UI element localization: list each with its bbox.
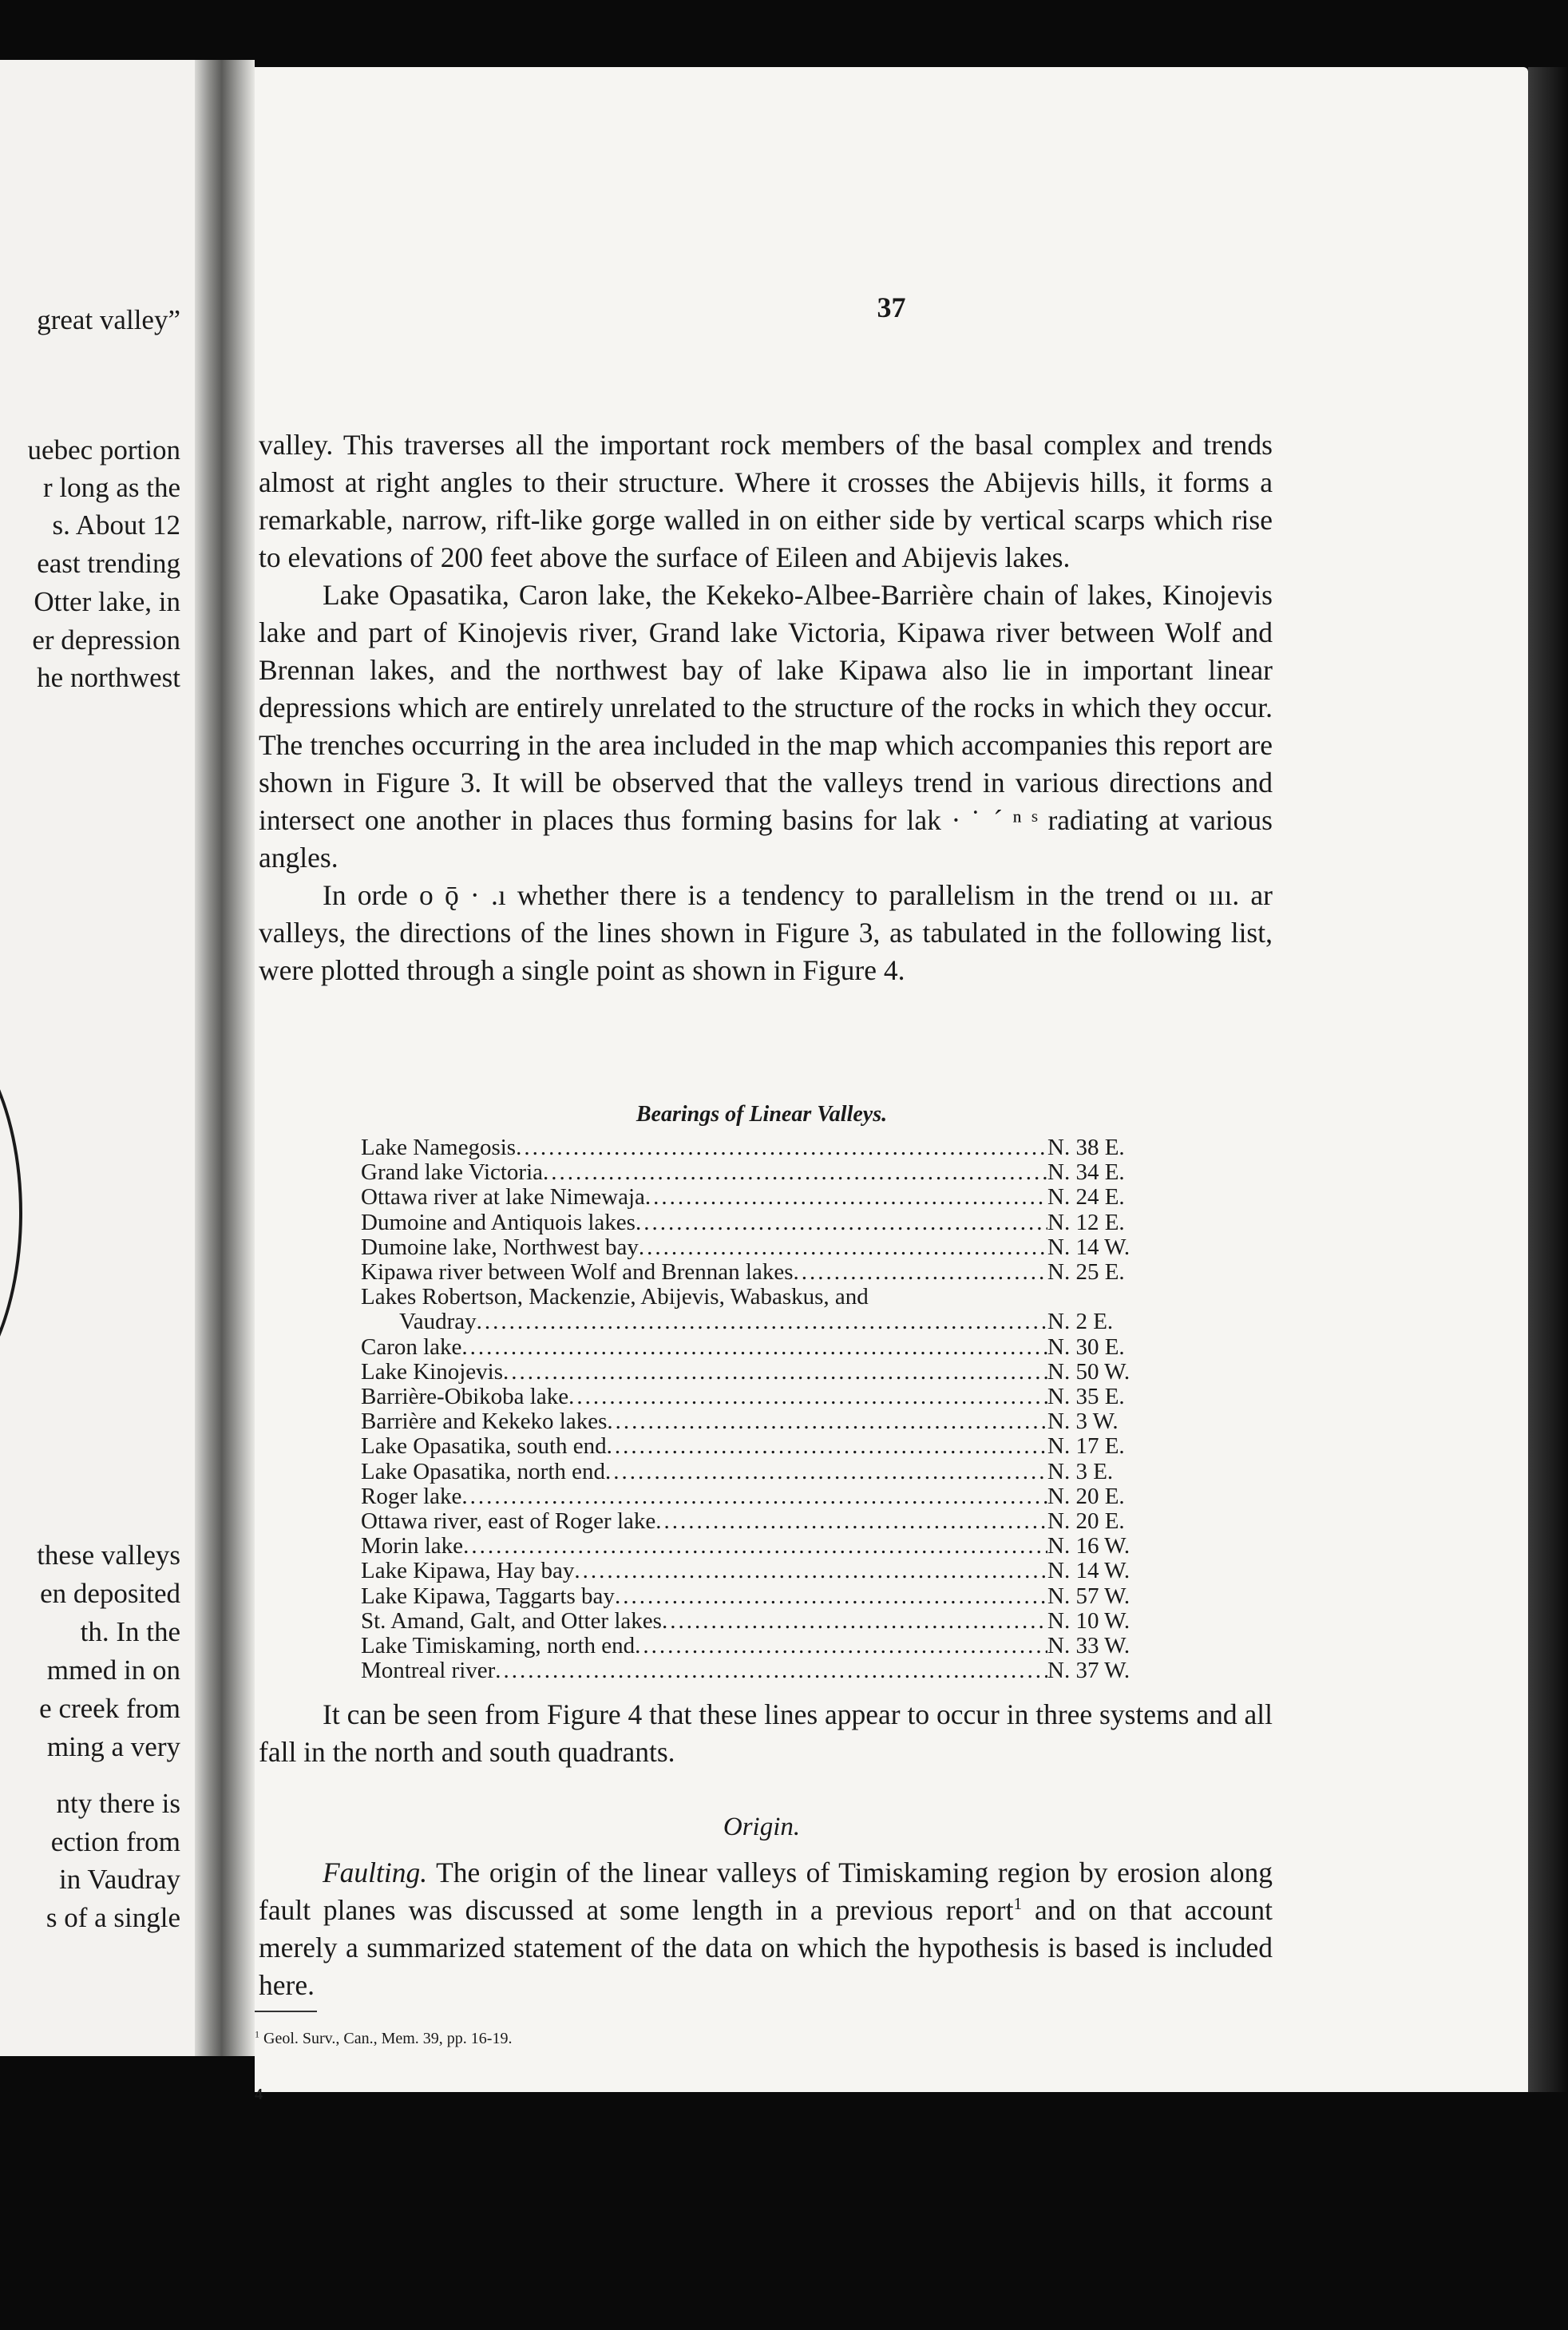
left-page-line: nty there is <box>56 1788 180 1819</box>
leader-dots <box>477 1310 1047 1334</box>
bearing-location: St. Amand, Galt, and Otter lakes <box>361 1607 662 1634</box>
bearing-location: Lakes Robertson, Mackenzie, Abijevis, Wabaskus, and <box>361 1284 869 1310</box>
bearing-location: Lake Opasatika, south end <box>361 1433 607 1460</box>
bearing-value: N. 20 E. <box>1047 1508 1125 1535</box>
left-page-line: e creek from <box>39 1693 180 1724</box>
body-text-top <box>259 426 1273 989</box>
leader-dots <box>639 1235 1047 1260</box>
footnote <box>255 2030 512 2048</box>
bearing-row <box>361 1434 1159 1459</box>
paragraph-linear-depressions: Lake Opasatika, Caron lake, the Kekeko-Albee-Barrière chain of lakes, Kinojevis lake and part of Kinojevis river, Grand lake Victoria, Kipawa river between Wolf and Brennan lakes, and the northwest bay of lake Kipawa also lie in important linear depressions which are entirely unrelated to the structure of the rocks in which they occur. The trenches occurring in the area included in the map which accompanies this report are shown in Figure 3. It will be observed that the valleys trend in various directions and intersect one another in places thus forming basins for lak · ˙ ´ ⁿ ˢ radiating at various angles. <box>259 579 1273 874</box>
bearing-location: Lake Kipawa, Taggarts bay <box>361 1583 615 1609</box>
book-gutter <box>195 60 255 2056</box>
leader-dots <box>503 1360 1047 1385</box>
bearing-row <box>361 1160 1159 1185</box>
left-page-line: r long as the <box>42 472 180 503</box>
bearing-value: N. 33 W. <box>1047 1633 1130 1659</box>
paragraph-continuation: valley. This traverses all the important rock members of the basal complex and trends almost at right angles to their structure. Where it crosses the Abijevis hills, it forms a remarkable, narrow, rift-like gorge walled in on either side by vertical scarps which rise to elevations of 200 feet above the surface of Eileen and Abijevis lakes. <box>259 429 1273 573</box>
body-text-faulting <box>259 1854 1273 2004</box>
left-page-line: Otter lake, in <box>34 586 180 617</box>
left-page-line: in Vaudray <box>59 1864 180 1895</box>
bearing-value: N. 14 W. <box>1047 1234 1130 1260</box>
leader-dots <box>516 1135 1047 1160</box>
bearing-location: Roger lake <box>361 1483 462 1509</box>
leader-dots <box>607 1409 1047 1434</box>
leader-dots <box>655 1509 1047 1534</box>
left-page-line: east trending <box>37 548 180 579</box>
left-page-line: ming a very <box>46 1731 180 1762</box>
leader-dots <box>662 1609 1047 1634</box>
bearing-location: Caron lake <box>361 1333 462 1360</box>
bearing-value: N. 30 E. <box>1047 1333 1125 1360</box>
bearing-row <box>361 1484 1159 1509</box>
bearing-row <box>361 1409 1159 1434</box>
bearing-location: Barrière-Obikoba lake <box>361 1384 569 1410</box>
bearings-table <box>361 1135 1159 1683</box>
bearing-value: N. 16 W. <box>1047 1533 1130 1559</box>
sheet-signature-mark: 4 <box>255 2086 263 2103</box>
bearing-value: N. 2 E. <box>1047 1309 1114 1335</box>
leader-dots <box>645 1185 1047 1210</box>
bearing-location: Lake Kipawa, Hay bay <box>361 1558 575 1584</box>
bearing-row <box>361 1460 1159 1484</box>
bearing-row <box>361 1310 1159 1334</box>
left-page-line: uebec portion <box>27 434 180 466</box>
left-page-figure-arc <box>0 1014 22 1412</box>
footnote-text: Geol. Surv., Can., Mem. 39, pp. 16-19. <box>259 2030 513 2047</box>
faulting-text: The origin of the linear valleys of Timiskaming region by erosion along fault planes was discussed at some length in a previous report <box>259 1856 1273 1926</box>
leader-dots <box>605 1460 1047 1484</box>
bearing-location: Morin lake <box>361 1533 464 1559</box>
paragraph-faulting <box>259 1854 1273 2004</box>
left-page-line: ection from <box>50 1826 180 1857</box>
bearing-row <box>361 1211 1159 1235</box>
bearing-row <box>361 1385 1159 1409</box>
bearing-location: Lake Namegosis <box>361 1135 517 1160</box>
leader-dots <box>543 1160 1047 1185</box>
bearing-row <box>361 1360 1159 1385</box>
paragraph-systems: It can be seen from Figure 4 that these lines appear to occur in three systems and all fall in the north and south quadrants. <box>259 1698 1273 1768</box>
leader-dots <box>495 1658 1047 1683</box>
leader-dots <box>636 1211 1047 1235</box>
bearing-row <box>361 1185 1159 1210</box>
bearing-location: Kipawa river between Wolf and Brennan lakes <box>361 1259 794 1286</box>
table-caption: Bearings of Linear Valleys. <box>636 1102 888 1127</box>
bearing-value: N. 35 E. <box>1047 1384 1125 1410</box>
bearing-location: Dumoine lake, Northwest bay <box>361 1234 639 1260</box>
leader-dots <box>463 1534 1047 1559</box>
faulting-text-continued: and on that account merely a summarized statement of the data on which the hypothesis is based is included here. <box>259 1894 1273 2001</box>
leader-dots <box>793 1260 1047 1285</box>
leader-dots <box>635 1634 1047 1658</box>
bearing-value: N. 17 E. <box>1047 1433 1125 1460</box>
bearing-location: Grand lake Victoria <box>361 1159 544 1186</box>
bearing-row <box>361 1584 1159 1609</box>
paragraph-parallelism: In orde o ǭ · .ı whether there is a tendency to parallelism in the trend oı ııı. ar valleys, the directions of the lines shown in Figure 3, as tabulated in the following list, were plotted through a single point as shown in Figure 4. <box>259 879 1273 986</box>
right-page <box>255 67 1528 2103</box>
footnote-marker: 1 <box>255 2028 259 2040</box>
bearing-location: Montreal river <box>361 1658 496 1684</box>
bearing-value: N. 14 W. <box>1047 1558 1130 1584</box>
bearing-row <box>361 1559 1159 1583</box>
bearing-value: N. 3 W. <box>1047 1409 1119 1435</box>
left-page-line: great valley” <box>37 304 180 335</box>
bearing-value: N. 12 E. <box>1047 1209 1125 1235</box>
bearing-value: N. 24 E. <box>1047 1184 1125 1211</box>
bearing-location: Lake Timiskaming, north end <box>361 1633 636 1659</box>
leader-dots <box>461 1484 1047 1509</box>
left-page-line: er depression <box>32 624 180 656</box>
bearing-location: Barrière and Kekeko lakes <box>361 1409 608 1435</box>
bearing-row <box>361 1135 1159 1160</box>
bearing-value: N. 20 E. <box>1047 1483 1125 1509</box>
bearing-row <box>361 1534 1159 1559</box>
bearing-location: Lake Opasatika, north end <box>361 1458 606 1484</box>
bearing-row <box>361 1609 1159 1634</box>
bearing-value: N. 25 E. <box>1047 1259 1125 1286</box>
left-page-line: he northwest <box>37 662 180 693</box>
bearing-value: N. 34 E. <box>1047 1159 1125 1186</box>
bearing-value: N. 57 W. <box>1047 1583 1130 1609</box>
left-page-line: s of a single <box>46 1902 180 1933</box>
leader-dots <box>568 1385 1047 1409</box>
left-page-line: mmed in on <box>46 1654 180 1686</box>
bearing-location: Vaudray <box>399 1309 477 1335</box>
page-edge-shadow <box>1528 67 1568 2092</box>
bearing-value: N. 50 W. <box>1047 1358 1130 1385</box>
bearing-row <box>361 1260 1159 1285</box>
footnote-rule <box>255 2011 317 2012</box>
bearing-row <box>361 1509 1159 1534</box>
bearing-row <box>361 1335 1159 1360</box>
left-page-line: s. About 12 <box>52 509 180 541</box>
footnote-reference: 1 <box>1013 1894 1023 1914</box>
leader-dots <box>607 1434 1047 1459</box>
bearing-row <box>361 1658 1159 1683</box>
bearing-location: Ottawa river at lake Nimewaja <box>361 1184 645 1211</box>
leader-dots <box>574 1559 1047 1583</box>
left-page-line: these valleys <box>37 1539 180 1571</box>
bearing-row <box>361 1634 1159 1658</box>
left-page-line: en deposited <box>40 1578 180 1609</box>
bearing-location: Lake Kinojevis <box>361 1358 503 1385</box>
bearing-location: Dumoine and Antiquois lakes <box>361 1209 636 1235</box>
bearing-row <box>361 1235 1159 1260</box>
bearing-value: N. 37 W. <box>1047 1658 1130 1684</box>
bearing-value: N. 38 E. <box>1047 1135 1125 1160</box>
bearing-row <box>361 1285 1159 1310</box>
leader-dots <box>461 1335 1047 1360</box>
bearing-value: N. 10 W. <box>1047 1607 1130 1634</box>
left-page-line: th. In the <box>80 1616 180 1647</box>
faulting-run-in-heading: Faulting. <box>323 1856 428 1888</box>
leader-dots <box>615 1584 1047 1609</box>
page-number: 37 <box>877 291 906 323</box>
bearing-location: Ottawa river, east of Roger lake <box>361 1508 656 1535</box>
left-facing-page <box>0 60 195 2056</box>
bearing-value: N. 3 E. <box>1047 1458 1114 1484</box>
body-text-middle <box>259 1696 1273 1771</box>
section-heading-origin: Origin. <box>723 1813 801 1841</box>
